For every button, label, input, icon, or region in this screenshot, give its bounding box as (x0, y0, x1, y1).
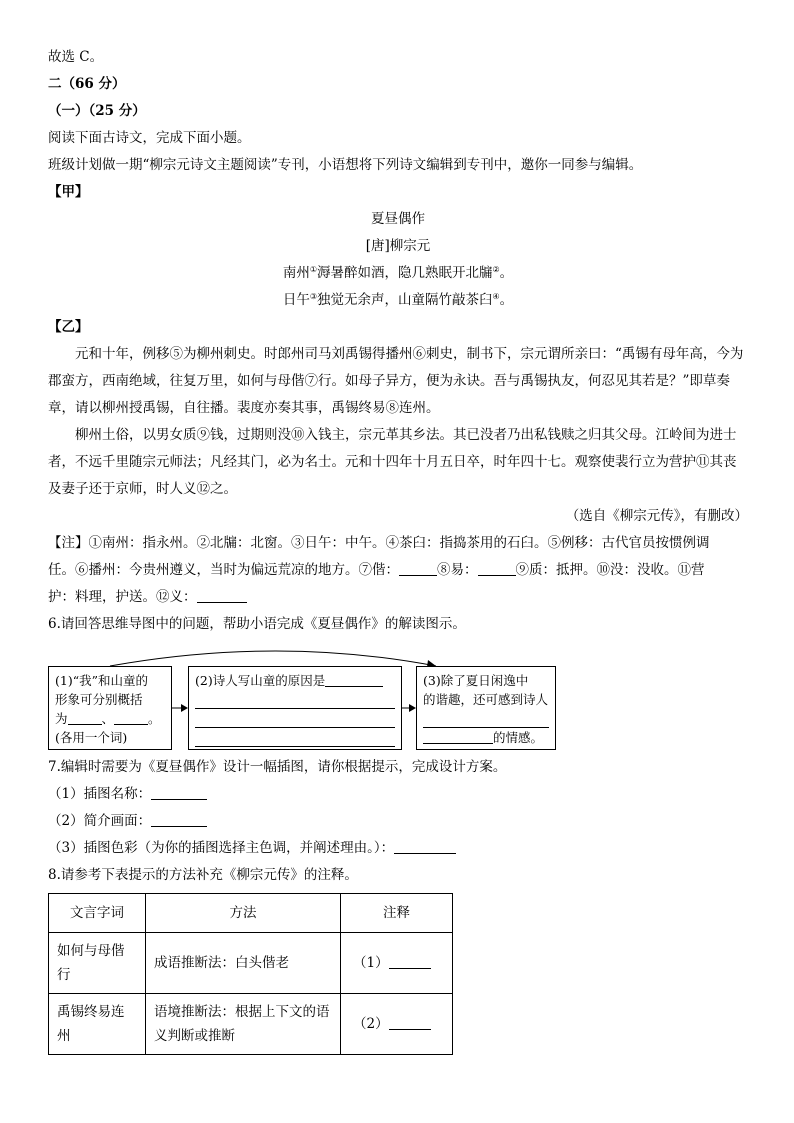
jia-label: 【甲】 (48, 184, 89, 200)
table-row (49, 994, 453, 1055)
blank-image-me[interactable] (68, 712, 102, 726)
cell-method: 语境推断法：根据上下文的语义判断或推断 (146, 994, 341, 1055)
instruction: 阅读下面古诗文，完成下面小题。 (48, 130, 251, 146)
mind-map-box-1: (1)“我”和山童的 形象可分别概括 为 、 。 (各用一个词) (48, 666, 172, 750)
blank-reason-3[interactable] (195, 709, 395, 728)
q7-item-1: （1）插图名称： (48, 781, 748, 808)
header-note: 注释 (341, 894, 453, 933)
blank-picture-color[interactable] (394, 840, 456, 855)
annotation-table (48, 893, 453, 1055)
blank-note-1[interactable] (389, 955, 431, 970)
table-row (49, 933, 453, 994)
header-method: 方法 (146, 894, 341, 933)
q7-stem: 7.编辑时需要为《夏昼偶作》设计一幅插图，请你根据提示，完成设计方案。 (48, 759, 507, 775)
blank-reason-1[interactable] (325, 674, 383, 688)
notes-line-2: 任。⑥播州：今贵州遵义，当时为偏远荒凉的地方。⑦偕： ⑧易： ⑨质：抵押。⑩没：没收。⑪营 (48, 562, 705, 578)
mind-map-box-3: (3)除了夏日闲逸中 的谐趣，还可感到诗人 的情感。 (416, 666, 556, 750)
blank-yi-meaning[interactable] (197, 589, 247, 604)
yi-paragraph-2: 柳州土俗，以男女质⑨钱，过期则没⑩入钱主，宗元革其乡法。其已没者乃出私钱赎之归其父母。江岭间为进士者，不远千里随宗元师法；凡经其门，必为名士。元和十四年十月五日卒，时年四十七。观察使裴行立为营护⑪其丧及妻子还于京师，时人义⑫之。 (48, 427, 737, 497)
cell-note: （1） (341, 933, 453, 994)
blank-reason-2[interactable] (195, 690, 395, 709)
notes-line-1: 【注】①南州：指永州。②北牖：北窗。③日午：中午。④茶臼：指捣茶用的石臼。⑤例移：古代官员按惯例调 (48, 535, 710, 551)
cell-word: 如何与母偕行 (49, 933, 146, 994)
exam-page (48, 44, 748, 1055)
cell-note: （2） (341, 994, 453, 1055)
poem-title: 夏昼偶作 (371, 211, 425, 227)
table-header-row (49, 894, 453, 933)
q6-stem: 6.请回答思维导图中的问题，帮助小语完成《夏昼偶作》的解读图示。 (48, 616, 466, 632)
blank-emotion-1[interactable] (423, 709, 549, 728)
section-two-heading: 二（66 分） (48, 76, 126, 92)
cell-word: 禹锡终易连州 (49, 994, 146, 1055)
poem-line-2: 日午③独觉无余声，山童隔竹敲茶臼④。 (282, 292, 514, 308)
q7-item-2: （2）简介画面： (48, 808, 748, 835)
section-one-heading: （一）（25 分） (48, 103, 146, 119)
blank-emotion-2[interactable] (423, 731, 493, 745)
cell-method: 成语推断法：白头偕老 (146, 933, 341, 994)
q7-item-3: （3）插图色彩（为你的插图选择主色调，并阐述理由。）： (48, 835, 748, 862)
yi-paragraph-1: 元和十年，例移⑤为柳州刺史。时郎州司马刘禹锡得播州⑥刺史，制书下，宗元谓所亲曰：“禹锡有母年高，今为郡蛮方，西南绝域，往复万里，如何与母偕⑦行。如母子异方，便为永诀。吾与禹锡执友，何忍见其若是？”即草奏章，请以柳州授禹锡，自往播。裴度亦奏其事，禹锡终易⑧连州。 (48, 346, 744, 416)
poem-author: [唐]柳宗元 (365, 238, 431, 254)
intro: 班级计划做一期“柳宗元诗文主题阅读”专刊，小语想将下列诗文编辑到专刊中，邀你一同参与编辑。 (48, 157, 643, 173)
yi-source: （选自《柳宗元传》，有删改） (565, 508, 748, 524)
blank-note-2[interactable] (389, 1016, 431, 1031)
blank-image-boy[interactable] (114, 712, 148, 726)
notes-line-3: 护：料理，护送。⑫义： (48, 584, 748, 611)
yi-label: 【乙】 (48, 319, 89, 335)
poem-line-1: 南州①溽暑醉如酒，隐几熟眠开北牖②。 (282, 265, 514, 281)
blank-xie[interactable] (399, 562, 437, 577)
blank-picture-desc[interactable] (151, 813, 207, 828)
header-word: 文言字词 (49, 894, 146, 933)
mind-map (48, 642, 748, 754)
q8-stem: 8.请参考下表提示的方法补充《柳宗元传》的注释。 (48, 867, 358, 883)
blank-yi[interactable] (478, 562, 516, 577)
blank-picture-name[interactable] (151, 786, 207, 801)
mind-map-box-2: (2)诗人写山童的原因是 (188, 666, 402, 750)
blank-reason-4[interactable] (195, 728, 395, 747)
answer-line: 故选 C。 (48, 49, 104, 65)
